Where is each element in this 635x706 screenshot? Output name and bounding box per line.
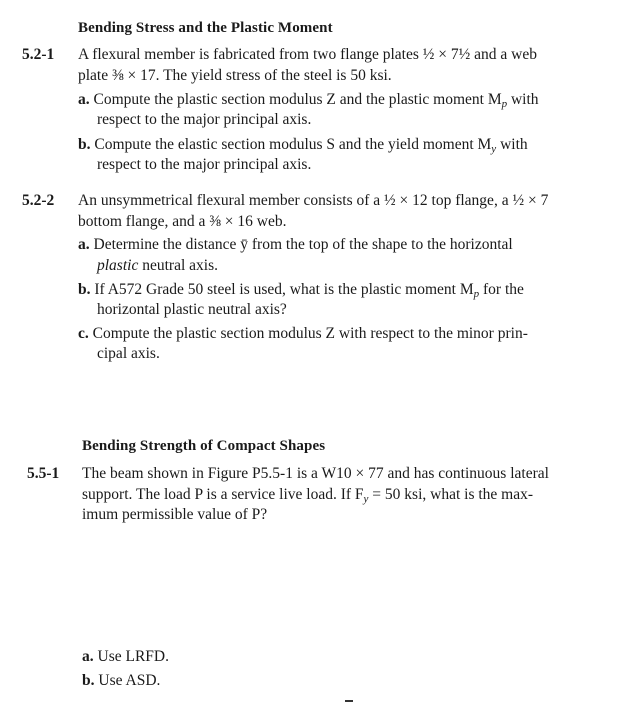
section-heading-plastic-moment: Bending Stress and the Plastic Moment — [78, 20, 333, 36]
problem-text: A flexural member is fabricated from two flange plates ½ × 7½ and a web — [78, 46, 537, 63]
problem-text: An unsymmetrical flexural member consists of a ½ × 12 top flange, a ½ × 7 — [78, 192, 549, 209]
part-label: b. — [78, 281, 91, 298]
subscript: p — [501, 98, 508, 110]
problem-part-b — [78, 136, 528, 155]
part-text: Compute the elastic section modulus S and the yield moment M — [94, 136, 492, 153]
part-text: respect to the major principal axis. — [97, 111, 312, 128]
part-text: for the — [479, 281, 524, 298]
part-label: c. — [78, 325, 89, 342]
part-text: Determine the distance ȳ from the top of the shape to the horizontal — [93, 236, 513, 253]
problem-text: The beam shown in Figure P5.5-1 is a W10 × 77 and has continuous lateral — [82, 465, 549, 482]
subscript: y — [363, 493, 369, 505]
problem-number: 5.5-1 — [27, 465, 60, 482]
part-text: cipal axis. — [97, 345, 160, 362]
part-label: b. — [82, 672, 95, 689]
problem-text: = 50 ksi, what is the max- — [368, 486, 534, 503]
part-label: a. — [78, 91, 90, 108]
page-fragment-mark — [345, 700, 353, 705]
part-text: with — [496, 136, 528, 153]
part-text: Use LRFD. — [97, 648, 169, 665]
problem-text — [82, 486, 533, 505]
subscript: p — [473, 288, 480, 300]
part-text: with — [507, 91, 539, 108]
part-label: a. — [82, 648, 94, 665]
part-text: Compute the plastic section modulus Z and the plastic moment M — [93, 91, 502, 108]
problem-text: plate ⅜ × 17. The yield stress of the steel is 50 ksi. — [78, 67, 392, 84]
part-text: Use ASD. — [98, 672, 161, 689]
problem-text: support. The load P is a service live load. If F — [82, 486, 364, 503]
part-text: Compute the plastic section modulus Z with respect to the minor prin- — [92, 325, 528, 342]
problem-part-b — [82, 672, 160, 690]
problem-part-a — [82, 648, 169, 666]
subscript: y — [491, 143, 497, 155]
section-heading-compact-shapes: Bending Strength of Compact Shapes — [82, 438, 326, 454]
part-text: respect to the major principal axis. — [97, 156, 312, 173]
part-label: a. — [78, 236, 90, 253]
part-text: If A572 Grade 50 steel is used, what is the plastic moment M — [94, 281, 474, 298]
part-label: b. — [78, 136, 91, 153]
part-text: neutral axis. — [138, 257, 218, 274]
problem-text: bottom flange, and a ⅜ × 16 web. — [78, 213, 287, 230]
problem-number: 5.2-2 — [22, 192, 55, 209]
problem-number: 5.2-1 — [22, 46, 55, 63]
part-text — [97, 257, 218, 275]
problem-part-a — [78, 236, 513, 254]
part-text: plastic — [97, 257, 139, 274]
problem-part-b — [78, 281, 524, 300]
problem-part-a — [78, 91, 539, 110]
part-text: horizontal plastic neutral axis? — [97, 301, 287, 318]
problem-part-c — [78, 325, 528, 343]
problem-text: imum permissible value of P? — [82, 506, 268, 523]
